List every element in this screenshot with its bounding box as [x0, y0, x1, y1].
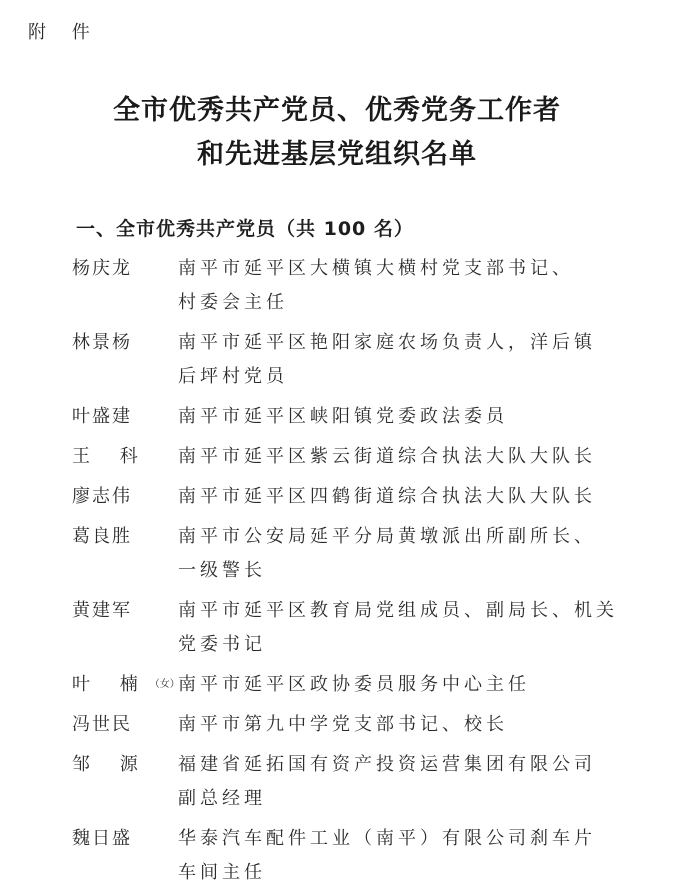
- member-list: [0, 252, 674, 896]
- member-description: [178, 326, 618, 394]
- member-description: [178, 252, 618, 320]
- description-line: 副总经理: [178, 788, 266, 809]
- member-name: 叶盛建: [72, 406, 132, 427]
- member-name: 冯世民: [72, 714, 132, 735]
- description-line: 后坪村党员: [178, 366, 288, 387]
- member-name: 葛良胜: [72, 526, 132, 547]
- member-description: [178, 594, 618, 662]
- member-description: [178, 400, 618, 434]
- member-description: [178, 440, 618, 474]
- member-description: [178, 480, 618, 514]
- member-name: 廖志伟: [72, 486, 132, 507]
- gender-note: （女）: [149, 679, 180, 690]
- member-description: [178, 520, 618, 588]
- member-description: [178, 748, 618, 816]
- member-name-with-note: [0, 668, 178, 702]
- member-row: [0, 822, 674, 890]
- description-line: 南平市公安局延平分局黄墩派出所副所长、: [178, 526, 596, 547]
- member-row: [0, 708, 674, 742]
- description-line: 南平市延平区四鹤街道综合执法大队大队长: [178, 486, 596, 507]
- member-name: 邹 源: [72, 754, 150, 775]
- description-line: 福建省延拓国有资产投资运营集团有限公司: [178, 754, 596, 775]
- member-row: [0, 748, 674, 816]
- member-row: [0, 668, 674, 702]
- member-description: [178, 708, 618, 742]
- annex-label: 附 件: [28, 22, 100, 43]
- member-row: [0, 520, 674, 588]
- member-row: [0, 594, 674, 662]
- description-line: 华泰汽车配件工业（南平）有限公司刹车片: [178, 828, 596, 849]
- member-name: 魏日盛: [72, 828, 132, 849]
- member-row: [0, 252, 674, 320]
- description-line: 南平市延平区峡阳镇党委政法委员: [178, 406, 508, 427]
- description-line: 村委会主任: [178, 292, 288, 313]
- member-row: [0, 440, 674, 474]
- description-line: 一级警长: [178, 560, 266, 581]
- document-title-line-2: 和先进基层党组织名单: [197, 139, 477, 170]
- description-line: 南平市延平区教育局党组成员、副局长、机关: [178, 600, 618, 621]
- description-line: 南平市延平区艳阳家庭农场负责人，洋后镇: [178, 332, 596, 353]
- description-line: 党委书记: [178, 634, 266, 655]
- description-line: 南平市延平区紫云街道综合执法大队大队长: [178, 446, 596, 467]
- member-description: [178, 668, 618, 702]
- member-name: 杨庆龙: [72, 258, 132, 279]
- member-name: 林景杨: [72, 332, 132, 353]
- description-line: 南平市延平区政协委员服务中心主任: [178, 674, 530, 695]
- member-name: 黄建军: [72, 600, 132, 621]
- document-title-line-1: 全市优秀共产党员、优秀党务工作者: [113, 95, 561, 126]
- section-heading: 一、全市优秀共产党员（共 100 名）: [76, 218, 414, 240]
- member-row: [0, 480, 674, 514]
- member-name: 叶 楠: [72, 674, 150, 695]
- member-description: [178, 822, 618, 890]
- description-line: 车间主任: [178, 862, 266, 883]
- description-line: 南平市第九中学党支部书记、校长: [178, 714, 508, 735]
- member-row: [0, 326, 674, 394]
- member-row: [0, 400, 674, 434]
- description-line: 南平市延平区大横镇大横村党支部书记、: [178, 258, 574, 279]
- member-name: 王 科: [72, 446, 150, 467]
